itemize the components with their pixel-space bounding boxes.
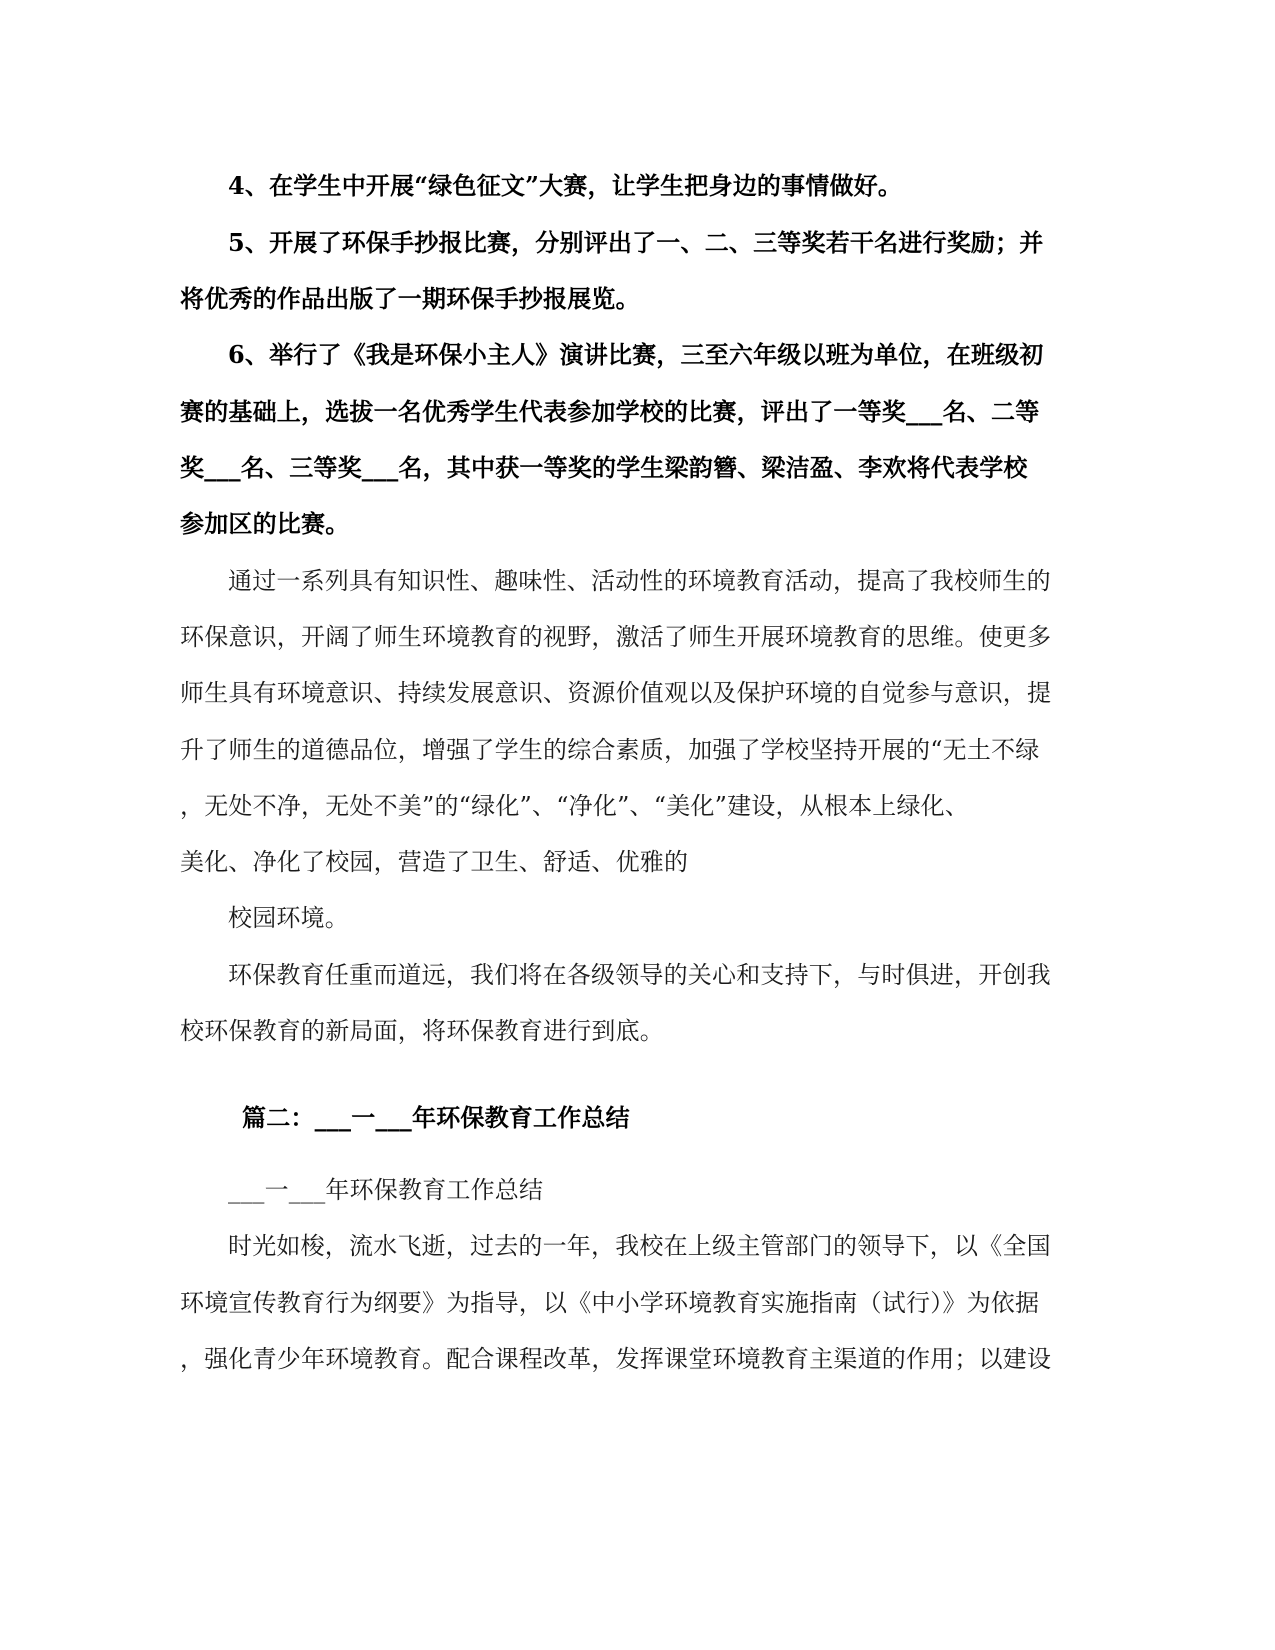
paragraph-item-6-line-4: 参加区的比赛。: [180, 509, 350, 538]
paragraph-summary-line-2: 环保意识，开阔了师生环境教育的视野，激活了师生开展环境教育的思维。使更多: [180, 623, 1052, 651]
paragraph-intro-line-2: 环境宣传教育行为纲要》为指导，以《中小学环境教育实施指南（试行）》为依据: [180, 1289, 1040, 1317]
paragraph-summary-line-1: 通过一系列具有知识性、趣味性、活动性的环境教育活动，提高了我校师生的: [228, 567, 1051, 595]
paragraph-item-6-line-1: 6、举行了《我是环保小主人》演讲比赛，三至六年级以班为单位，在班级初: [228, 340, 1044, 369]
paragraph-closing-line-2: 校环保教育的新局面，将环保教育进行到底。: [180, 1017, 664, 1045]
section-heading: 篇二：___一___年环保教育工作总结: [242, 1103, 630, 1132]
paragraph-closing-line-1: 环保教育任重而道远，我们将在各级领导的关心和支持下，与时俱进，开创我: [228, 961, 1051, 989]
paragraph-item-5-line-2: 将优秀的作品出版了一期环保手抄报展览。: [180, 284, 640, 313]
paragraph-item-5-line-1: 5、开展了环保手抄报比赛，分别评出了一、二、三等奖若干名进行奖励；并: [228, 228, 1044, 257]
paragraph-item-4: 4、在学生中开展“绿色征文”大赛，让学生把身边的事情做好。: [228, 171, 903, 200]
paragraph-item-6-line-3: 奖___名、三等奖___名，其中获一等奖的学生梁韵簪、梁洁盈、李欢将代表学校: [180, 453, 1028, 482]
paragraph-summary-line-7: 校园环境。: [228, 904, 349, 932]
paragraph-summary-line-6: 美化、净化了校园，营造了卫生、舒适、优雅的: [180, 848, 689, 876]
paragraph-summary-line-4: 升了师生的道德品位，增强了学生的综合素质，加强了学校坚持开展的“无土不绿: [180, 736, 1040, 764]
paragraph-summary-line-5: ，无处不净，无处不美”的“绿化”、“净化”、“美化”建设，从根本上绿化、: [180, 792, 970, 820]
paragraph-intro-line-1: 时光如梭，流水飞逝，过去的一年，我校在上级主管部门的领导下，以《全国: [228, 1232, 1051, 1260]
paragraph-item-6-line-2: 赛的基础上，选拔一名优秀学生代表参加学校的比赛，评出了一等奖___名、二等: [180, 397, 1040, 426]
paragraph-summary-line-3: 师生具有环境意识、持续发展意识、资源价值观以及保护环境的自觉参与意识，提: [180, 679, 1052, 707]
paragraph-intro-line-3: ，强化青少年环境教育。配合课程改革，发挥课堂环境教育主渠道的作用；以建设: [180, 1345, 1052, 1373]
section-subtitle: ___一___年环保教育工作总结: [228, 1176, 544, 1204]
